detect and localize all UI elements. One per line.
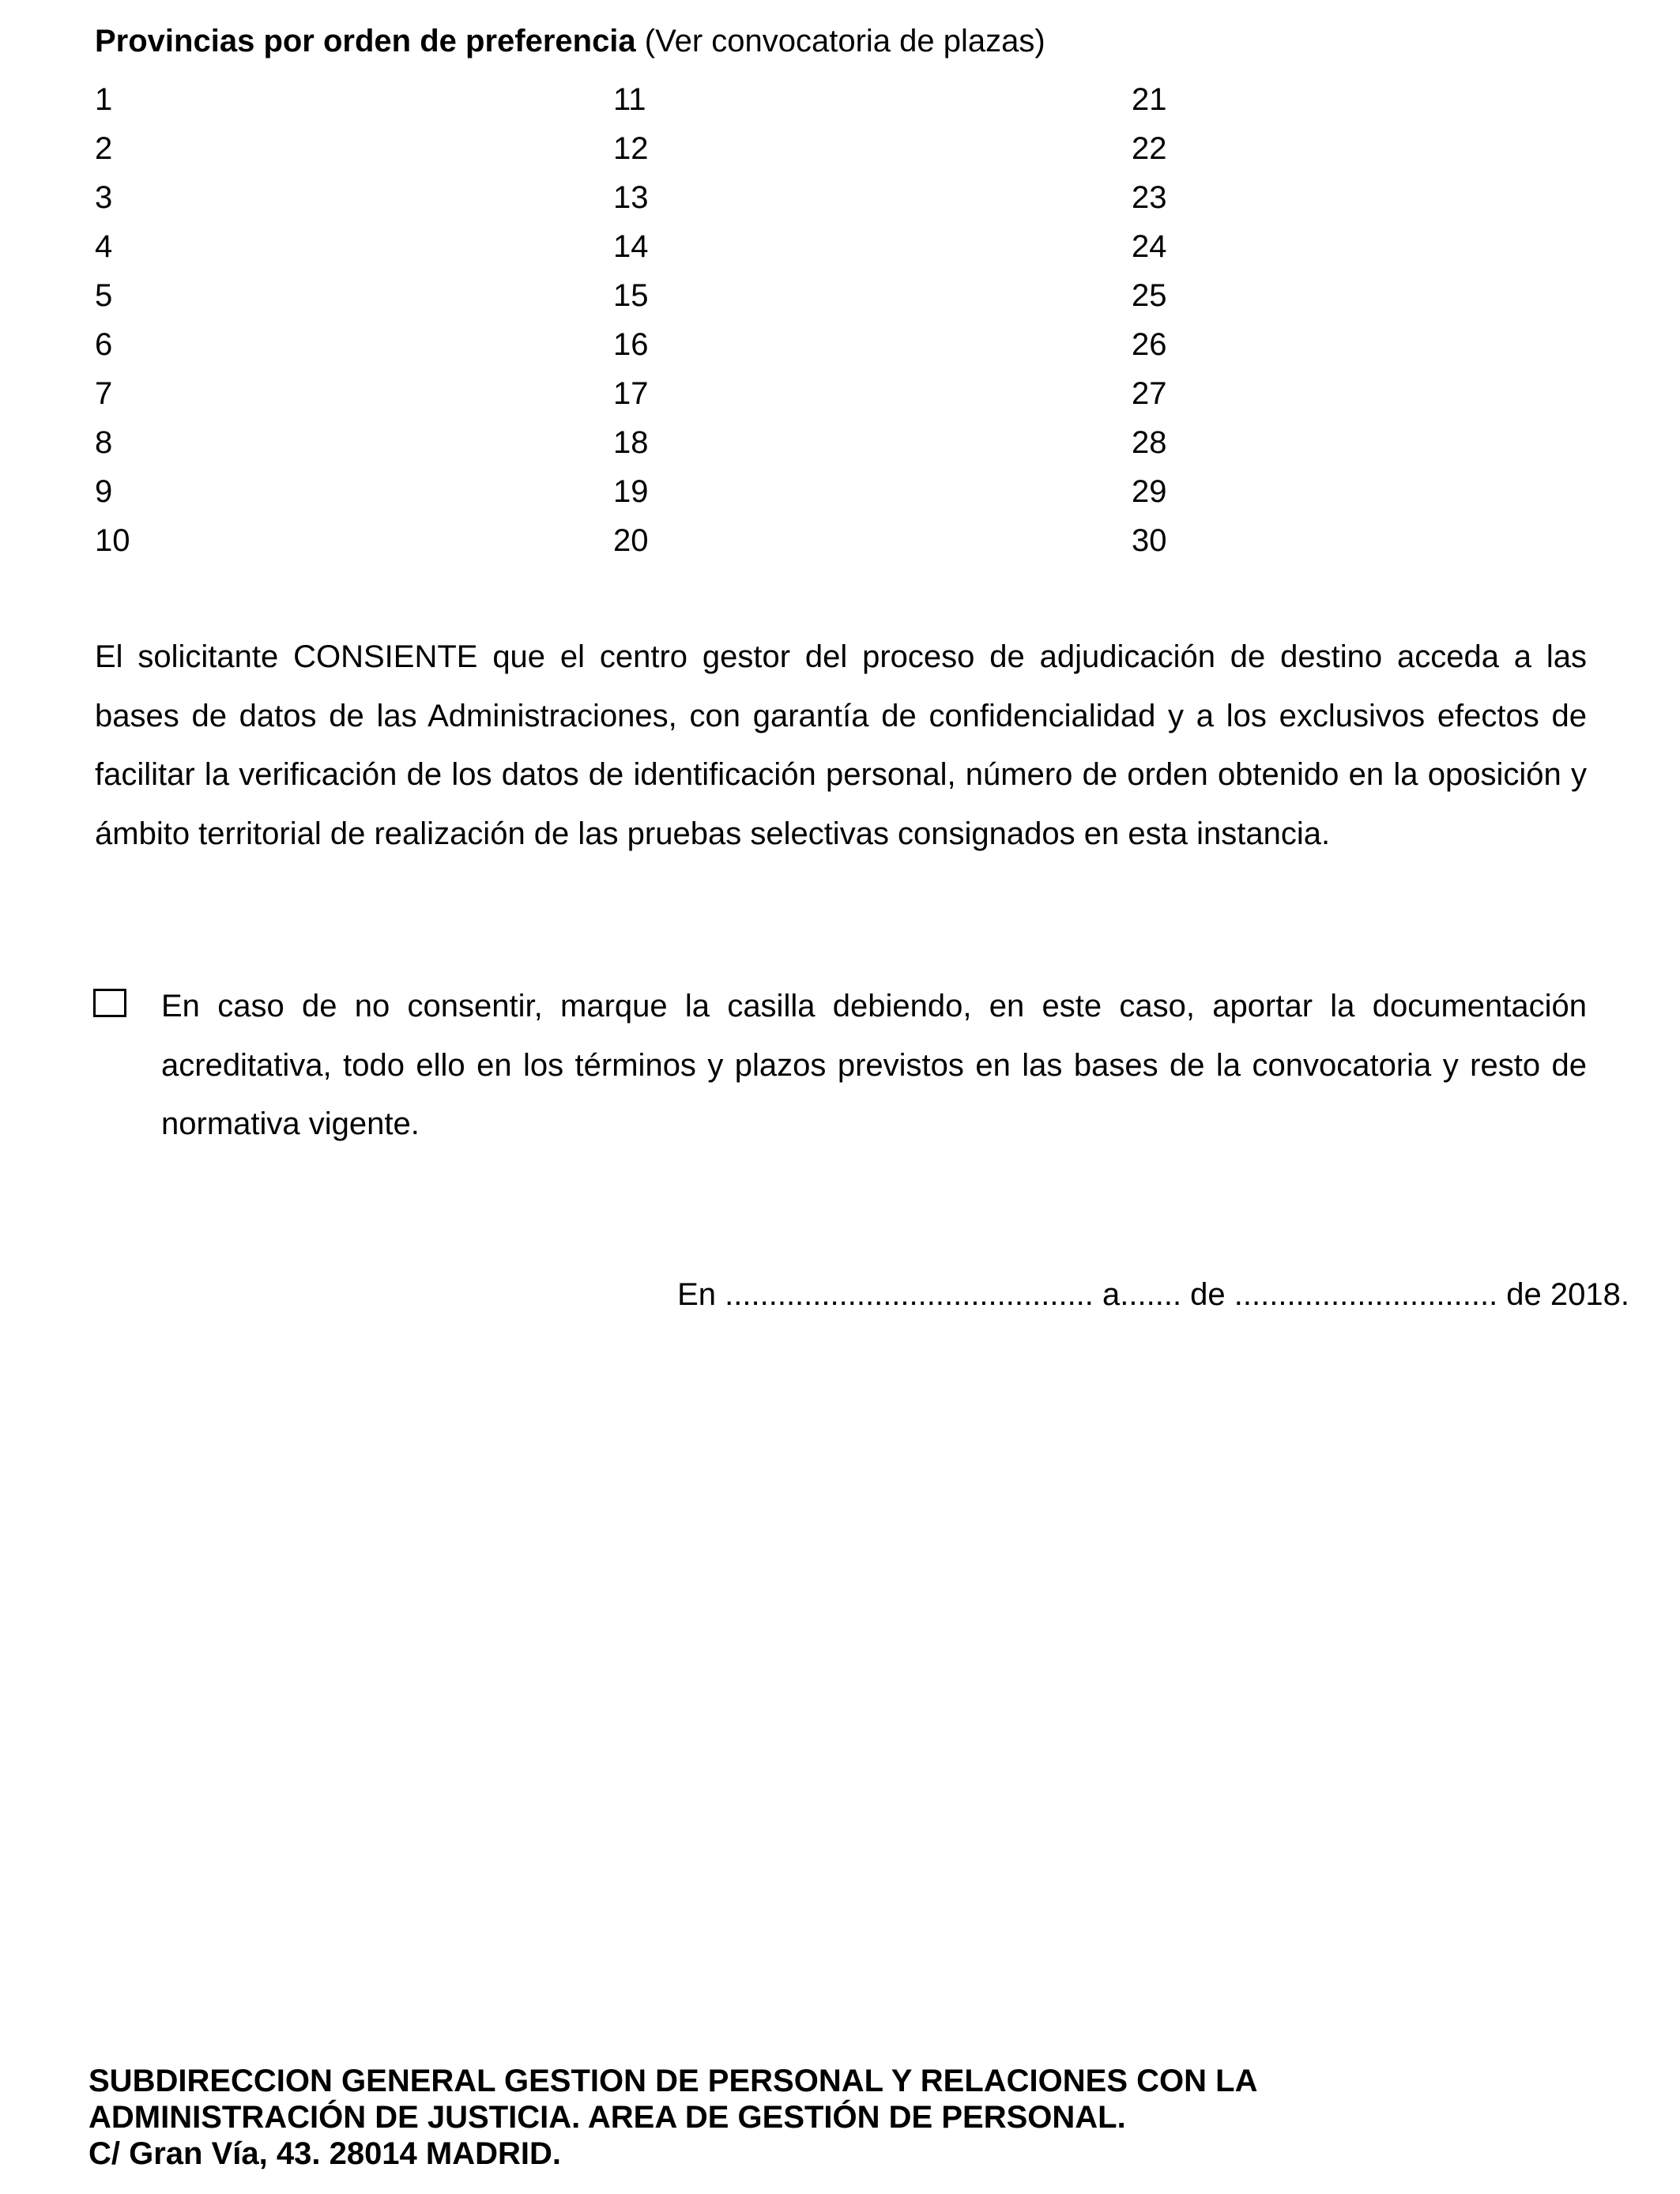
provinces-heading-note: (Ver convocatoria de plazas) — [635, 24, 1045, 58]
province-slot-number[interactable]: 23 — [1132, 180, 1167, 215]
province-slot-number[interactable]: 29 — [1132, 474, 1167, 509]
province-slot-number[interactable]: 7 — [95, 376, 113, 411]
province-slot-number[interactable]: 13 — [613, 180, 649, 215]
footer-line-2: ADMINISTRACIÓN DE JUSTICIA. AREA DE GESTIÓN DE PERSONAL. — [89, 2100, 1126, 2135]
province-slot-number[interactable]: 22 — [1132, 131, 1167, 166]
province-column-1 — [95, 79, 130, 569]
province-slot-number[interactable]: 14 — [613, 229, 649, 264]
province-slot-number[interactable]: 11 — [613, 82, 646, 117]
province-slot-number[interactable]: 6 — [95, 327, 113, 362]
footer-line-3: C/ Gran Vía, 43. 28014 MADRID. — [89, 2136, 562, 2171]
province-slot-number[interactable]: 26 — [1132, 327, 1167, 362]
province-slot-number[interactable]: 24 — [1132, 229, 1167, 264]
province-slot-number[interactable]: 1 — [95, 82, 113, 117]
province-slot-number[interactable]: 28 — [1132, 425, 1167, 460]
place-date-line: En .......................................... a....... de .............................. de 2018. — [677, 1277, 1629, 1312]
province-slot-number[interactable]: 12 — [613, 131, 649, 166]
province-slot-number[interactable]: 2 — [95, 131, 113, 166]
province-slot-number[interactable]: 9 — [95, 474, 113, 509]
province-slot-number[interactable]: 30 — [1132, 523, 1167, 558]
province-column-3 — [1132, 79, 1167, 569]
province-slot-number[interactable]: 18 — [613, 425, 649, 460]
province-slot-number[interactable]: 20 — [613, 523, 649, 558]
provinces-heading — [95, 21, 1045, 62]
province-slot-number[interactable]: 19 — [613, 474, 649, 509]
province-slot-number[interactable]: 3 — [95, 180, 113, 215]
no-consent-text: En caso de no consentir, marque la casilla debiendo, en este caso, aportar la documentación acreditativa, todo ello en los términos y plazos previstos en las bases de la convocatoria y resto de normativa vigente. — [161, 989, 1587, 1141]
province-slot-number[interactable]: 5 — [95, 278, 113, 313]
province-slot-number[interactable]: 25 — [1132, 278, 1167, 313]
province-slot-number[interactable]: 8 — [95, 425, 113, 460]
consent-paragraph: El solicitante CONSIENTE que el centro gestor del proceso de adjudicación de destino acceda a las bases de datos de las Administraciones, con garantía de confidencialidad y a los exclusivos efectos de facilitar la verificación de los datos de identificación personal, número de orden obtenido en la oposición y ámbito territorial de realización de las pruebas selectivas consignados en esta instancia. — [95, 639, 1587, 851]
provinces-heading-title: Provincias por orden de preferencia — [95, 24, 636, 58]
no-consent-checkbox[interactable] — [93, 989, 126, 1017]
footer-line-1: SUBDIRECCION GENERAL GESTION DE PERSONAL Y RELACIONES CON LA — [89, 2064, 1258, 2098]
province-slot-number[interactable]: 21 — [1132, 82, 1167, 117]
province-slot-number[interactable]: 27 — [1132, 376, 1167, 411]
address-footer — [89, 2063, 1257, 2172]
province-slot-number[interactable]: 17 — [613, 376, 649, 411]
province-slot-number[interactable]: 10 — [95, 523, 130, 558]
province-slot-number[interactable]: 4 — [95, 229, 113, 264]
province-column-2 — [613, 79, 649, 569]
province-slot-number[interactable]: 16 — [613, 327, 649, 362]
province-slot-number[interactable]: 15 — [613, 278, 649, 313]
